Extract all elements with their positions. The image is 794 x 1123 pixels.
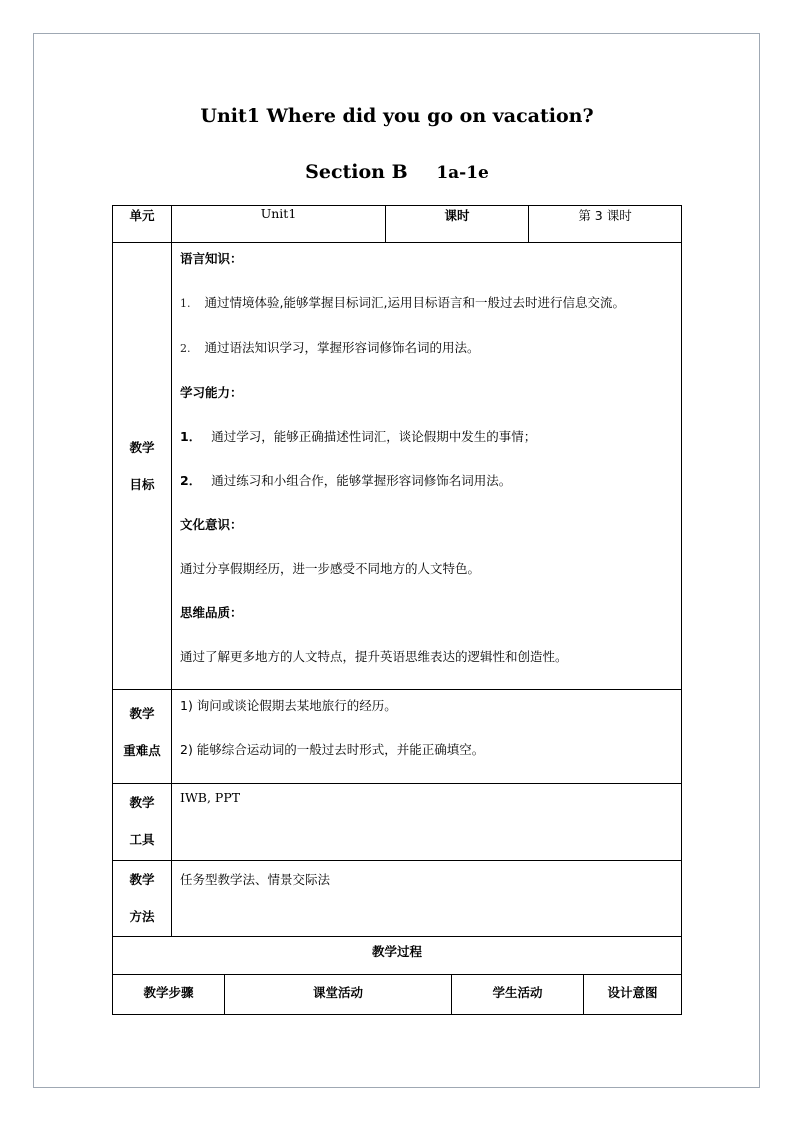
lesson-plan-table	[112, 205, 682, 1015]
methods-row	[113, 861, 682, 937]
culture-heading: 文化意识：	[180, 517, 243, 532]
key-points-content	[172, 690, 682, 784]
ability-heading: 学习能力：	[180, 385, 243, 400]
column-class-activity: 课堂活动	[225, 975, 452, 1015]
process-heading-row	[113, 937, 682, 975]
thinking-heading: 思维品质：	[180, 605, 243, 620]
language-heading: 语言知识：	[180, 251, 243, 266]
methods-label: 教学 方法	[113, 861, 172, 937]
ability-item: 2． 通过练习和小组合作，能够掌握形容词修饰名词用法。	[180, 473, 512, 488]
lesson-value: 第 3 课时	[529, 206, 682, 243]
tools-row	[113, 784, 682, 861]
key-points-label: 教学 重难点	[113, 690, 172, 784]
key-point-item: 2) 能够综合运动词的一般过去时形式，并能正确填空。	[180, 742, 485, 757]
header-row	[113, 206, 682, 243]
objectives-content	[172, 243, 682, 690]
tools-value: IWB, PPT	[172, 784, 682, 861]
tools-label: 教学 工具	[113, 784, 172, 861]
document-title: Unit1 Where did you go on vacation?	[200, 105, 594, 127]
methods-value: 任务型教学法、情景交际法	[172, 861, 682, 937]
section-label: Section B	[305, 161, 408, 183]
unit-value: Unit1	[172, 206, 386, 243]
objectives-label: 教学 目标	[113, 243, 172, 690]
section-heading	[0, 161, 794, 183]
thinking-text: 通过了解更多地方的人文特点，提升英语思维表达的逻辑性和创造性。	[180, 649, 568, 664]
ability-item: 1． 通过学习，能够正确描述性词汇，谈论假期中发生的事情；	[180, 429, 537, 444]
language-item: 1. 通过情境体验,能够掌握目标词汇,运用目标语言和一般过去时进行信息交流。	[180, 295, 625, 310]
key-points-row	[113, 690, 682, 784]
language-item: 2. 通过语法知识学习，掌握形容词修饰名词的用法。	[180, 340, 480, 355]
key-point-item: 1) 询问或谈论假期去某地旅行的经历。	[180, 698, 397, 713]
column-student-activity: 学生活动	[452, 975, 584, 1015]
unit-label: 单元	[113, 206, 172, 243]
process-heading: 教学过程	[113, 937, 682, 975]
objectives-row	[113, 243, 682, 690]
culture-text: 通过分享假期经历，进一步感受不同地方的人文特色。	[180, 561, 481, 576]
column-step: 教学步骤	[113, 975, 225, 1015]
lesson-label: 课时	[386, 206, 529, 243]
process-columns-row	[113, 975, 682, 1015]
section-code: 1a-1e	[436, 163, 489, 183]
column-design-intent: 设计意图	[584, 975, 682, 1015]
